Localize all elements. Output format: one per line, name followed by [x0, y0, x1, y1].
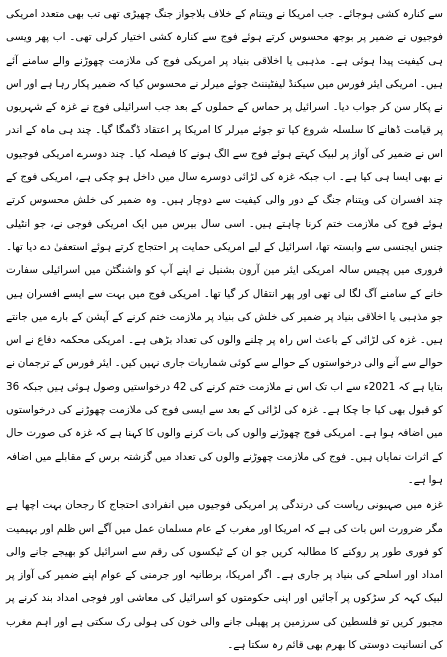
article-paragraph-2: غزہ میں صہیونی ریاست کی درندگی پر امریکی فوجیوں میں انفرادی احتجاج کا رجحان بہت اچھا ہے مگر ضرورت اس بات کی ہے کہ امریکا اور مغرب کے عام مسلمان عمل میں آگے اس ظلم اور بہیمیت کو فوری طور پر روکنے کا مطالبہ کریں جو ان کے ٹیکسوں کی رقم سے اسرائیل کو بھیجے جانے والی امداد اور اسلحے کی بنیاد پر جاری ہے۔ اگر امریکا، برطانیہ اور جرمنی کے عوام اپنے ضمیر کی آواز پر لبیک کہہ کر سڑکوں پر آجائیں اور اپنی حکومتوں کو اسرائیل کی معاشی اور فوجی امداد بند کرنے پر مجبور کریں تو فلسطین کی سرزمین پر پھیلی جانے والی خون کی ہولی رک سکتی ہے اور اہم مغرب کی انسانیت دوستی کا بھرم بھی قائم رہ سکتا ہے۔	[6, 499, 443, 652]
article-paragraph-1: سے کنارہ کشی ہوجائے۔ جب امریکا نے ویتنام کے خلاف بلاجواز جنگ چھیڑی تھی تب بھی متعدد امریکی فوجیوں نے ضمیر پر بوجھ محسوس کرتے ہوئے فوج سے کنارہ کشی اختیار کرلی تھی۔ اب پھر ویسی ہی کیفیت پیدا ہوئی ہے۔ مذہبی یا اخلاقی بنیاد پر امریکی فوج کی ملازمت چھوڑنے والے سامنے آئے ہیں۔ امریکی ایئر فورس میں سیکنڈ لیفٹیننٹ جوئے میرلر نے محسوس کیا کہ ضمیر پکار رہا ہے اور اس نے پکار سن کر جواب دیا۔ اسرائیل پر حماس کے حملوں کے بعد جب اسرائیلی فوج نے غزہ کے شہریوں پر قیامت ڈھانے کا سلسلہ شروع کیا تو جوئے میرلر کا امریکا پر اعتقاد ڈگمگا گیا۔ چند ہی ماہ کے اندر اس نے ضمیر کی آواز پر لبیک کہتے ہوئے فوج سے الگ ہونے کا فیصلہ کیا۔ چند دوسرے امریکی فوجیوں نے بھی ایسا ہی کیا ہے۔ اب جبکہ غزہ کی لڑائی دوسرے سال میں داخل ہو چکی ہے، امریکی فوج کے چند افسران کی ویتنام جنگ کے دور والی کیفیت سے دوچار ہیں۔ وہ ضمیر کی خلش محسوس کرتے ہوئے فوج کی ملازمت ختم کرنا چاہتے ہیں۔ اسی سال بیرس میں ایک امریکی فوجی نے، جو انٹیلی جنس ایجنسی سے وابستہ تھا، اسرائیل کے لیے امریکی حمایت پر احتجاج کرتے ہوئے استعفیٰ دے دیا تھا۔ فروری میں پچیس سالہ امریکی ایئر مین آرون بشنیل نے اپنے آپ کو واشنگٹن میں اسرائیلی سفارت خانے کے سامنے آگ لگا لی تھی اور پھر انتقال کر گیا تھا۔ امریکی فوج میں بہت سے ایسے افسران ہیں جو مذہبی یا اخلاقی بنیاد پر ضمیر کی خلش کی بنیاد پر ملازمت ختم کرنے کے آپشن کے بارے میں جانتے ہیں۔ غزہ کی لڑائی کے باعث اس راہ پر چلنے والوں کی تعداد بڑھی ہے۔ امریکی محکمہ دفاع نے اس حوالے سے آنے والی درخواستوں کے حوالے سے کوئی شماریات جاری نہیں کیں۔ ایئر فورس کے ترجمان نے بتایا ہے کہ 2021ء سے اب تک اس نے ملازمت ختم کرنے کی 42 درخواستیں وصول ہوئی ہیں جبکہ 36 کو قبول بھی کیا جا چکا ہے۔ غزہ کی لڑائی کے بعد سے ایسی فوج کی ملازمت چھوڑنے کی درخواستوں میں اضافہ ہوا ہے۔ امریکی فوج چھوڑنے والوں کی بات کرنے والوں کا کہنا ہے کہ غزہ کی صورت حال کے اثرات نمایاں ہیں۔ فوج کی ملازمت چھوڑنے والوں کی تعداد میں گزشتہ برس کے مقابلے میں اضافہ ہوا ہے۔	[6, 8, 444, 486]
